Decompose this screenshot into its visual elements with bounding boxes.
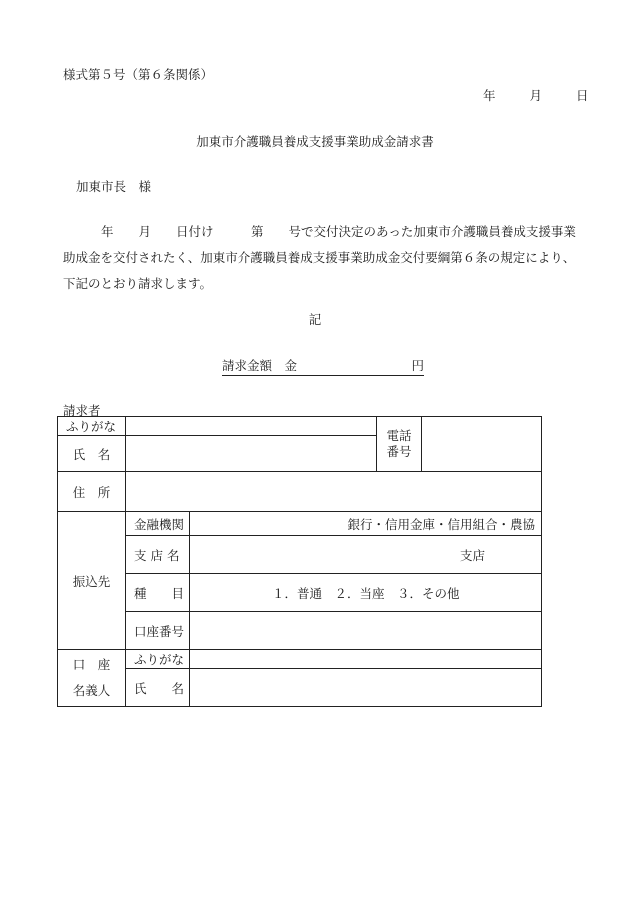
branch-suffix: 支店: [459, 547, 485, 563]
branch-row: [58, 536, 542, 574]
date-year: 年: [483, 88, 496, 103]
addressee: 加東市長 様: [76, 179, 152, 194]
body-text: [63, 219, 583, 297]
form-number: 様式第５号（第６条関係）: [63, 67, 214, 82]
kind-options[interactable]: １．普通 ２．当座 ３．その他: [190, 574, 542, 612]
furigana-field[interactable]: [126, 417, 377, 436]
claimant-label: 請求者: [63, 403, 101, 418]
ki-heading: 記: [308, 312, 322, 327]
address-label: 住 所: [58, 472, 126, 512]
address-field[interactable]: [126, 472, 542, 512]
bank-types: 銀行・信用金庫・信用組合・農協: [190, 512, 542, 536]
address-row: [58, 472, 542, 512]
account-number-field[interactable]: [190, 612, 542, 650]
phone-label: 電話番号: [377, 417, 422, 472]
branch-label: 支 店 名: [126, 536, 190, 574]
transfer-label: 振込先: [58, 512, 126, 650]
kind-row: [58, 574, 542, 612]
holder-furigana-row: [58, 650, 542, 669]
bank-row: [58, 512, 542, 536]
branch-field[interactable]: [190, 536, 542, 574]
holder-name-label: 氏 名: [126, 669, 190, 707]
holder-furigana-field[interactable]: [190, 650, 542, 669]
amount-line: [222, 356, 424, 376]
furigana-label: ふりがな: [58, 417, 126, 436]
date-day: 日: [575, 88, 589, 103]
name-field[interactable]: [126, 436, 377, 472]
claim-form-table: [57, 416, 542, 707]
document-title: 加東市介護職員養成支援事業助成金請求書: [196, 134, 434, 149]
date-month: 月: [529, 88, 542, 103]
bank-label: 金融機関: [126, 512, 190, 536]
amount-label: 請求金額 金: [222, 358, 298, 373]
holder-furigana-label: ふりがな: [126, 650, 190, 669]
body-line-3: 下記のとおり請求します。: [63, 276, 213, 291]
kind-label: 種 目: [126, 574, 190, 612]
body-line-1: 年 月 日付け 第 号で交付決定のあった加東市介護職員養成支援事業: [101, 224, 576, 239]
account-number-label: 口座番号: [126, 612, 190, 650]
body-line-2: 助成金を交付されたく、加東市介護職員養成支援事業助成金交付要綱第６条の規定により、: [63, 250, 576, 265]
furigana-row: [58, 417, 542, 436]
date-line: [483, 86, 588, 104]
account-number-row: [58, 612, 542, 650]
amount-unit: 円: [411, 358, 424, 373]
name-label: 氏 名: [58, 436, 126, 472]
holder-name-row: [58, 669, 542, 707]
phone-field[interactable]: [422, 417, 542, 472]
account-holder-label: 口 座 名義人: [58, 650, 126, 707]
holder-name-field[interactable]: [190, 669, 542, 707]
